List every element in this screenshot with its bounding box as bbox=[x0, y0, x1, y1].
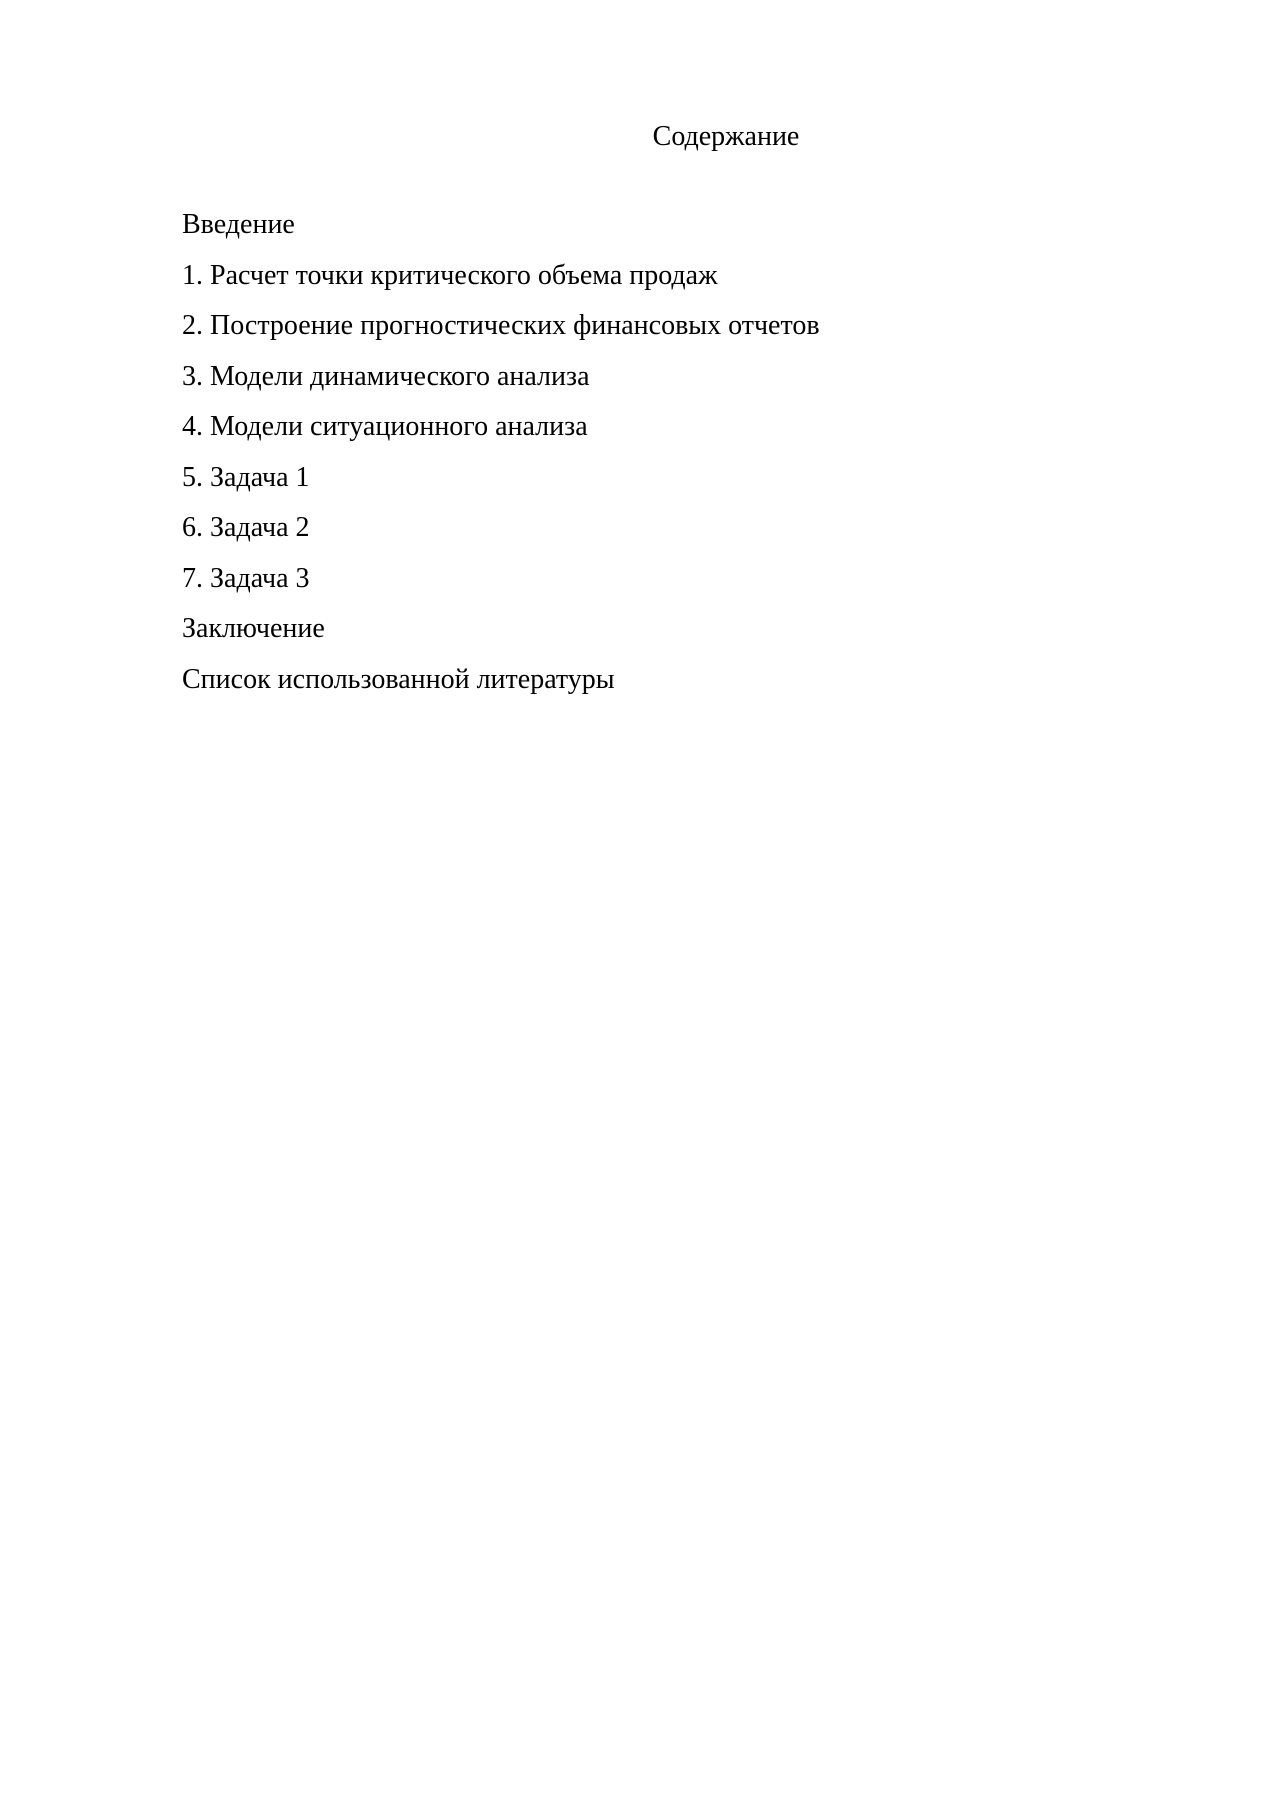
toc-item-introduction: Введение bbox=[182, 209, 295, 240]
toc-item-7: 7. Задача 3 bbox=[182, 562, 310, 594]
toc-item-2: 2. Построение прогностических финансовых отчетов bbox=[182, 310, 820, 341]
toc-item-6: 6. Задача 2 bbox=[182, 512, 310, 543]
toc-item-5: 5. Задача 1 bbox=[182, 461, 310, 493]
page-title: Содержание bbox=[652, 121, 800, 152]
table-of-contents bbox=[182, 205, 820, 710]
toc-item-1: 1. Расчет точки критического объема продаж bbox=[182, 259, 718, 291]
toc-item-3: 3. Модели динамического анализа bbox=[182, 360, 590, 392]
toc-item-references: Список использованной литературы bbox=[182, 663, 615, 695]
toc-item-conclusion: Заключение bbox=[182, 613, 325, 644]
toc-item-4: 4. Модели ситуационного анализа bbox=[182, 411, 588, 442]
